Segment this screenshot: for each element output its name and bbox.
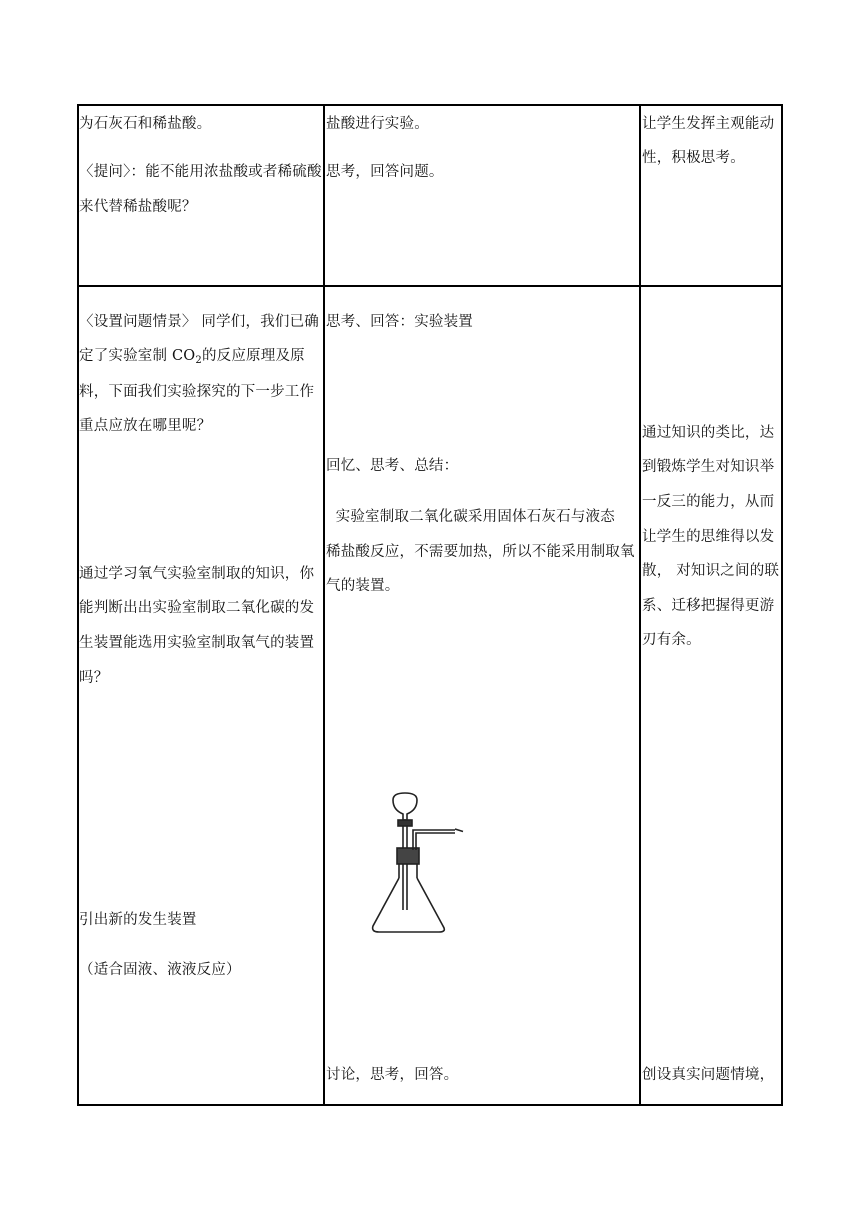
row-divider bbox=[77, 285, 783, 287]
column-divider-2 bbox=[639, 104, 641, 1106]
row2-teacher-p2-line3: 生装置能选用实验室制取氧气的装置 bbox=[79, 635, 315, 651]
row2-teacher-p2-line4: 吗？ bbox=[79, 670, 109, 686]
row1-intent-line1: 让学生发挥主观能动 bbox=[642, 116, 775, 132]
column-divider-1 bbox=[323, 104, 325, 1106]
table-border-bottom bbox=[77, 1104, 783, 1106]
row2-intent-line8: 创设真实问题情境， bbox=[642, 1067, 775, 1083]
row2-intent-line6: 系、迁移把握得更游 bbox=[642, 598, 775, 614]
row1-student-line1: 盐酸进行实验。 bbox=[326, 116, 429, 132]
row2-intent-line1: 通过知识的类比，达 bbox=[642, 425, 775, 441]
row2-teacher-p2-line1: 通过学习氧气实验室制取的知识，你 bbox=[79, 566, 315, 582]
row2-student-answer3-line2: 稀盐酸反应，不需要加热，所以不能采用制取氧 bbox=[326, 544, 635, 560]
row2-student-answer2: 回忆、思考、总结： bbox=[326, 458, 459, 474]
flask-with-funnel-icon bbox=[363, 790, 467, 938]
row2-student-answer3-line3: 气的装置。 bbox=[326, 578, 400, 594]
row2-teacher-p2-line2: 能判断出出实验室制取二氧化碳的发 bbox=[79, 600, 315, 616]
row2-teacher-p1-line4: 重点应放在哪里呢？ bbox=[79, 418, 212, 434]
row1-student-line2: 思考，回答问题。 bbox=[326, 164, 444, 180]
row2-student-answer3-line1: 实验室制取二氧化碳采用固体石灰石与液态 bbox=[326, 509, 615, 525]
row2-teacher-p1-line2: 定了实验室制 $CO_2$的反应原理及原 bbox=[79, 348, 305, 366]
row1-intent-line2: 性，积极思考。 bbox=[642, 150, 745, 166]
row2-intent-line3: 一反三的能力，从而 bbox=[642, 494, 775, 510]
row2-teacher-p1-line3: 料，下面我们实验探究的下一步工作 bbox=[79, 384, 315, 400]
row2-teacher-p1-line1: 〈设置问题情景〉 同学们，我们已确 bbox=[79, 314, 320, 330]
row2-teacher-p3-line1: 引出新的发生装置 bbox=[79, 912, 197, 928]
row1-teacher-line2: 〈提问〉：能不能用浓盐酸或者稀硫酸 bbox=[79, 164, 322, 180]
row1-teacher-line1: 为石灰石和稀盐酸。 bbox=[79, 116, 212, 132]
row1-teacher-line3: 来代替稀盐酸呢？ bbox=[79, 199, 197, 215]
row2-intent-line7: 刃有余。 bbox=[642, 632, 701, 648]
row2-student-answer4: 讨论，思考，回答。 bbox=[326, 1067, 459, 1083]
row2-intent-line2: 到锻炼学生对知识举 bbox=[642, 459, 775, 475]
row2-student-answer1: 思考、回答：实验装置 bbox=[326, 314, 473, 330]
table-border-right bbox=[781, 104, 783, 1106]
row2-teacher-p3-line2: （适合固液、液液反应） bbox=[79, 962, 241, 978]
row2-intent-line5: 散， 对知识之间的联 bbox=[642, 563, 780, 579]
row2-intent-line4: 让学生的思维得以发 bbox=[642, 529, 775, 545]
